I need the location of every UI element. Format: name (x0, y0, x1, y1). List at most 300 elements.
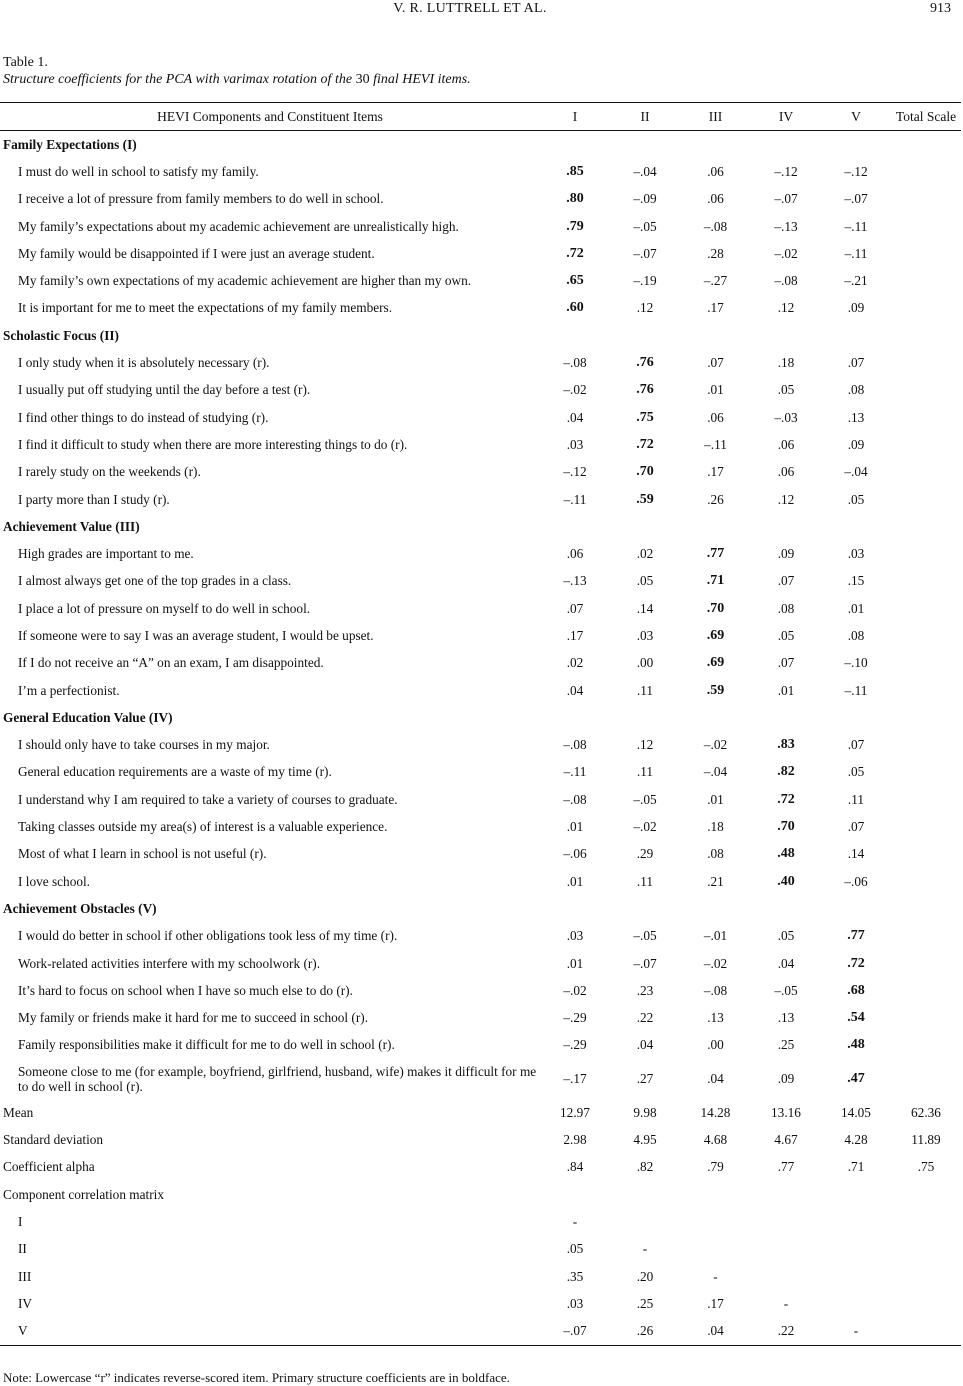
coefficient: –.02 (563, 982, 587, 998)
column-header-total-scale: Total Scale (895, 108, 957, 124)
total-scale-cell (891, 377, 961, 404)
total-scale-cell (891, 568, 961, 595)
coefficient: .12 (636, 300, 654, 316)
total-scale-cell (891, 459, 961, 486)
item-text: I almost always get one of the top grades in a class. (18, 573, 292, 589)
section-header-row (0, 895, 961, 922)
primary-coefficient: .77 (847, 928, 865, 944)
stat-value: 9.98 (633, 1104, 657, 1120)
coefficient: .06 (777, 464, 795, 480)
coefficient: .14 (636, 600, 654, 616)
page-number: 913 (930, 1, 951, 16)
stat-value: 4.95 (633, 1132, 657, 1148)
correlation-value: .03 (566, 1295, 584, 1311)
item-text: My family’s expectations about my academic achievement are unrealistically high. (18, 218, 459, 234)
coefficient: .25 (777, 1037, 795, 1053)
coefficient: –.04 (844, 464, 868, 480)
table-row (0, 158, 961, 185)
correlation-value: .22 (777, 1323, 795, 1339)
table-row (0, 923, 961, 950)
coefficient: –.08 (563, 791, 587, 807)
coefficient: .08 (847, 627, 865, 643)
correlation-value (821, 1290, 891, 1317)
item-text: Work-related activities interfere with my schoolwork (r). (18, 955, 321, 971)
stat-value: .79 (707, 1159, 724, 1175)
stat-value: .84 (566, 1159, 584, 1175)
table-header-row (0, 103, 961, 131)
item-text: My family or friends make it hard for me to succeed in school (r). (18, 1010, 369, 1026)
primary-coefficient: .54 (847, 1010, 865, 1026)
table-row (0, 267, 961, 294)
total-scale-cell (891, 868, 961, 895)
stat-value: .71 (847, 1159, 865, 1175)
coefficient: –.04 (703, 764, 728, 780)
stat-value: .77 (777, 1159, 795, 1175)
total-scale-cell (891, 540, 961, 567)
table-row (0, 349, 961, 376)
coefficient: .12 (777, 300, 795, 316)
column-header-v: V (851, 108, 861, 124)
coefficient: .11 (847, 791, 865, 807)
coefficient: –.11 (844, 218, 868, 234)
coefficient: .05 (847, 491, 865, 507)
item-text: It is important for me to meet the expectations of my family members. (18, 300, 393, 316)
correlation-label: IV (18, 1295, 33, 1311)
coefficient: –.01 (703, 928, 728, 944)
coefficient: –.07 (844, 191, 868, 207)
coefficient: –.11 (844, 682, 868, 698)
total-scale-cell (891, 186, 961, 213)
table-row (0, 786, 961, 813)
coefficient: –.13 (563, 573, 587, 589)
coefficient: .07 (777, 573, 795, 589)
primary-coefficient: .72 (847, 955, 865, 971)
correlation-value (891, 1290, 961, 1317)
caption-pre: Structure coefficients for the PCA with varimax rotation of the (3, 72, 356, 87)
coefficient: –.11 (844, 245, 868, 261)
primary-coefficient: .72 (636, 436, 654, 452)
stat-value: .82 (636, 1159, 654, 1175)
coefficient: –.09 (633, 191, 657, 207)
coefficient: .21 (707, 873, 724, 889)
section-title: General Education Value (IV) (3, 709, 173, 725)
section-header-row (0, 322, 961, 349)
item-text: If someone were to say I was an average student, I would be upset. (18, 627, 374, 643)
primary-coefficient: .75 (636, 409, 654, 425)
total-scale-cell (891, 677, 961, 704)
correlation-value (821, 1208, 891, 1235)
coefficient: –.07 (633, 245, 657, 261)
table-body (0, 131, 961, 1346)
correlation-header-row (0, 1181, 961, 1208)
primary-coefficient: .76 (636, 355, 654, 371)
coefficient: .04 (566, 409, 584, 425)
table-row (0, 759, 961, 786)
coefficient: .09 (777, 1071, 795, 1087)
correlation-value: .20 (636, 1268, 654, 1284)
table-note: Note: Lowercase “r” indicates reverse-scored item. Primary structure coefficients are in boldface. (3, 1370, 510, 1385)
item-text: I rarely study on the weekends (r). (18, 464, 201, 480)
coefficient: –.12 (563, 464, 587, 480)
coefficient: .06 (707, 163, 724, 179)
correlation-title: Component correlation matrix (3, 1186, 164, 1202)
primary-coefficient: .65 (566, 273, 584, 289)
correlation-value (680, 1236, 751, 1263)
coefficient: .07 (566, 600, 584, 616)
coefficient: –.02 (563, 382, 587, 398)
coefficient: .12 (636, 737, 654, 753)
coefficient: .06 (707, 409, 724, 425)
primary-coefficient: .68 (847, 982, 865, 998)
primary-coefficient: .40 (777, 873, 795, 889)
coefficient: .07 (707, 355, 724, 371)
stat-value: 12.97 (560, 1104, 590, 1120)
total-scale-cell (891, 622, 961, 649)
total-scale-cell (891, 813, 961, 840)
table-row (0, 459, 961, 486)
stat-value: 4.68 (703, 1132, 728, 1148)
table-row (0, 868, 961, 895)
coefficient: –.06 (563, 846, 587, 862)
total-scale-cell (891, 759, 961, 786)
running-head (0, 0, 963, 20)
coefficient: .08 (777, 600, 795, 616)
total-scale-cell (891, 786, 961, 813)
coefficient: .04 (707, 1071, 724, 1087)
correlation-value: - (572, 1213, 578, 1229)
total-scale-cell (891, 213, 961, 240)
primary-coefficient: .85 (566, 163, 584, 179)
table-row (0, 1032, 961, 1059)
coefficient: .01 (847, 600, 865, 616)
item-text: Someone close to me (for example, boyfriend, girlfriend, husband, wife) makes it difficult for me to do well in school (r). (18, 1064, 537, 1095)
coefficient: .04 (636, 1037, 654, 1053)
total-scale-cell (891, 595, 961, 622)
table-row (0, 486, 961, 513)
correlation-value: –.07 (563, 1323, 587, 1339)
coefficient: –.19 (633, 273, 657, 289)
coefficient: .07 (847, 737, 865, 753)
coefficient: .11 (636, 682, 654, 698)
table-row (0, 977, 961, 1004)
total-scale-cell (891, 295, 961, 322)
total-scale-cell (891, 650, 961, 677)
coefficient: .17 (566, 627, 584, 643)
correlation-value (751, 1208, 821, 1235)
coefficient: –.08 (563, 737, 587, 753)
table-label: Table 1. (3, 55, 48, 70)
correlation-value (610, 1208, 680, 1235)
table-row (0, 431, 961, 458)
coefficient: .17 (707, 464, 724, 480)
correlation-value (751, 1263, 821, 1290)
coefficient: .07 (847, 355, 865, 371)
table-row (0, 404, 961, 431)
coefficient: –.05 (774, 982, 798, 998)
coefficient: .01 (707, 382, 724, 398)
coefficient: .02 (636, 546, 654, 562)
coefficient: .04 (566, 682, 584, 698)
total-scale-cell (891, 841, 961, 868)
coefficient: –.29 (563, 1010, 587, 1026)
coefficient: .14 (847, 846, 865, 862)
coefficient: –.11 (563, 764, 587, 780)
item-text: I would do better in school if other obligations took less of my time (r). (18, 928, 398, 944)
coefficient: .02 (566, 655, 584, 671)
coefficient: –.13 (774, 218, 798, 234)
primary-coefficient: .79 (566, 218, 584, 234)
coefficient: .08 (847, 382, 865, 398)
coefficient: –.05 (633, 791, 657, 807)
section-title: Achievement Value (III) (3, 518, 140, 534)
coefficient: –.27 (703, 273, 728, 289)
item-text: My family’s own expectations of my academic achievement are higher than my own. (18, 273, 472, 289)
correlation-value (821, 1236, 891, 1263)
table-row (0, 650, 961, 677)
coefficient: –.29 (563, 1037, 587, 1053)
coefficient: .05 (636, 573, 654, 589)
primary-coefficient: .70 (777, 819, 795, 835)
coefficient: .17 (707, 300, 724, 316)
item-text: I should only have to take courses in my major. (18, 737, 270, 753)
correlation-label: I (18, 1213, 23, 1229)
section-title: Achievement Obstacles (V) (3, 900, 157, 916)
item-text: I love school. (18, 873, 91, 889)
section-title: Scholastic Focus (II) (3, 327, 119, 343)
correlation-value: .25 (636, 1295, 654, 1311)
item-text: I understand why I am required to take a variety of courses to graduate. (18, 791, 398, 807)
total-scale-cell (891, 950, 961, 977)
total-scale-cell (891, 267, 961, 294)
correlation-row (0, 1263, 961, 1290)
coefficient: –.17 (563, 1071, 587, 1087)
table-row (0, 240, 961, 267)
coefficient: –.08 (703, 982, 728, 998)
coefficient: .11 (636, 873, 654, 889)
coefficient: .09 (847, 436, 865, 452)
coefficient: .05 (777, 928, 795, 944)
correlation-row (0, 1208, 961, 1235)
item-text: I’m a perfectionist. (18, 682, 120, 698)
coefficient: .04 (777, 955, 795, 971)
coefficient: .07 (777, 655, 795, 671)
item-text: Most of what I learn in school is not useful (r). (18, 846, 267, 862)
coefficient: –.08 (563, 355, 587, 371)
coefficient: .06 (777, 436, 795, 452)
running-head-author: V. R. LUTTRELL ET AL. (393, 1, 547, 16)
caption-post: final HEVI items. (369, 72, 471, 87)
coefficient: –.11 (704, 436, 727, 452)
table-caption (3, 72, 471, 88)
coefficient: .11 (636, 764, 654, 780)
coefficient: –.11 (563, 491, 587, 507)
table-row (0, 595, 961, 622)
section-header-row (0, 704, 961, 731)
coefficient: .01 (566, 873, 584, 889)
stat-label: Standard deviation (3, 1132, 104, 1148)
total-scale-cell (891, 404, 961, 431)
item-text: I only study when it is absolutely necessary (r). (18, 355, 270, 371)
coefficient: –.02 (774, 245, 798, 261)
table-row (0, 677, 961, 704)
correlation-value: .26 (636, 1323, 654, 1339)
item-text: Family responsibilities make it difficult for me to do well in school (r). (18, 1037, 395, 1053)
coefficient: –.07 (774, 191, 798, 207)
coefficient: .27 (636, 1071, 654, 1087)
correlation-value: .04 (707, 1323, 724, 1339)
stat-value: 11.89 (911, 1132, 941, 1148)
coefficient: .18 (777, 355, 795, 371)
correlation-row (0, 1290, 961, 1317)
section-header-row (0, 513, 961, 540)
primary-coefficient: .60 (566, 300, 584, 316)
table-row (0, 1059, 961, 1099)
item-text: Taking classes outside my area(s) of interest is a valuable experience. (18, 819, 388, 835)
stat-label: Mean (3, 1104, 34, 1120)
structure-coefficients-table (0, 102, 961, 1346)
item-text: General education requirements are a waste of my time (r). (18, 764, 332, 780)
stat-row (0, 1099, 961, 1126)
correlation-value: .35 (566, 1268, 584, 1284)
correlation-value (680, 1208, 751, 1235)
primary-coefficient: .80 (566, 191, 584, 207)
coefficient: –.04 (633, 163, 657, 179)
coefficient: –.08 (703, 218, 728, 234)
coefficient: –.02 (703, 955, 728, 971)
coefficient: –.12 (844, 163, 868, 179)
column-header-ii: II (640, 108, 650, 124)
coefficient: –.05 (633, 928, 657, 944)
correlation-value: - (783, 1295, 789, 1311)
stat-label: Coefficient alpha (3, 1159, 95, 1175)
primary-coefficient: .72 (566, 245, 584, 261)
stat-row (0, 1126, 961, 1153)
total-scale-cell (891, 977, 961, 1004)
coefficient: .01 (707, 791, 724, 807)
coefficient: .05 (847, 764, 865, 780)
coefficient: .23 (636, 982, 654, 998)
total-scale-cell (891, 431, 961, 458)
stat-value: 14.28 (700, 1104, 731, 1120)
coefficient: .12 (777, 491, 795, 507)
correlation-value (821, 1263, 891, 1290)
stat-row (0, 1154, 961, 1181)
coefficient: –.07 (633, 955, 657, 971)
table-row (0, 950, 961, 977)
correlation-label: V (18, 1323, 28, 1339)
correlation-value (891, 1208, 961, 1235)
table-row (0, 186, 961, 213)
item-text: I find it difficult to study when there are more interesting things to do (r). (18, 436, 408, 452)
item-text: I place a lot of pressure on myself to do well in school. (18, 600, 311, 616)
correlation-value (751, 1236, 821, 1263)
coefficient: .29 (636, 846, 654, 862)
total-scale-cell (891, 923, 961, 950)
coefficient: .13 (777, 1010, 795, 1026)
item-text: I usually put off studying until the day before a test (r). (18, 382, 311, 398)
stat-value: 62.36 (911, 1104, 941, 1120)
table-row (0, 622, 961, 649)
primary-coefficient: .71 (706, 573, 725, 589)
correlation-value (891, 1263, 961, 1290)
table-row (0, 813, 961, 840)
stat-value: 14.05 (841, 1104, 871, 1120)
table-row (0, 841, 961, 868)
correlation-value (891, 1317, 961, 1345)
coefficient: .08 (707, 846, 724, 862)
coefficient: .07 (847, 819, 865, 835)
coefficient: –.10 (844, 655, 868, 671)
section-header-row (0, 131, 961, 159)
total-scale-cell (891, 1032, 961, 1059)
coefficient: –.02 (703, 737, 728, 753)
primary-coefficient: .59 (636, 491, 654, 507)
coefficient: .06 (566, 546, 584, 562)
total-scale-cell (891, 349, 961, 376)
item-text: If I do not receive an “A” on an exam, I am disappointed. (18, 655, 324, 671)
item-text: I find other things to do instead of studying (r). (18, 409, 269, 425)
column-header-iv: IV (778, 108, 794, 124)
coefficient: –.02 (633, 819, 657, 835)
table-row (0, 295, 961, 322)
coefficient: .18 (707, 819, 724, 835)
primary-coefficient: .48 (847, 1037, 865, 1053)
primary-coefficient: .59 (706, 682, 725, 698)
correlation-value: .17 (707, 1295, 724, 1311)
total-scale-cell (891, 486, 961, 513)
item-text: I receive a lot of pressure from family members to do well in school. (18, 191, 384, 207)
total-scale-cell (891, 158, 961, 185)
coefficient: .13 (707, 1010, 724, 1026)
item-text: My family would be disappointed if I were just an average student. (18, 245, 375, 261)
item-text: I party more than I study (r). (18, 491, 170, 507)
stat-value: 13.16 (771, 1104, 801, 1120)
table-row (0, 1005, 961, 1032)
coefficient: .28 (707, 245, 724, 261)
table-row (0, 213, 961, 240)
column-header-i: I (572, 108, 578, 124)
coefficient: –.08 (774, 273, 798, 289)
coefficient: .13 (847, 409, 865, 425)
total-scale-cell (891, 732, 961, 759)
coefficient: .03 (566, 436, 584, 452)
caption-num: 30 (355, 72, 370, 87)
correlation-value: - (853, 1323, 859, 1339)
coefficient: .26 (707, 491, 724, 507)
coefficient: .01 (566, 955, 584, 971)
primary-coefficient: .76 (636, 382, 654, 398)
primary-coefficient: .47 (847, 1071, 865, 1087)
coefficient: .01 (777, 682, 795, 698)
coefficient: .09 (847, 300, 865, 316)
coefficient: .00 (707, 1037, 724, 1053)
total-scale-cell (891, 1005, 961, 1032)
table-row (0, 568, 961, 595)
correlation-value: - (642, 1241, 648, 1257)
item-text: I must do well in school to satisfy my family. (18, 163, 259, 179)
coefficient: –.06 (844, 873, 868, 889)
stat-value: 2.98 (563, 1132, 587, 1148)
item-text: High grades are important to me. (18, 546, 194, 562)
stat-value: 4.67 (774, 1132, 798, 1148)
coefficient: –.21 (844, 273, 868, 289)
correlation-value (891, 1236, 961, 1263)
total-scale-cell (891, 1059, 961, 1099)
coefficient: –.05 (633, 218, 657, 234)
coefficient: .05 (777, 627, 795, 643)
coefficient: .15 (847, 573, 865, 589)
coefficient: .05 (777, 382, 795, 398)
